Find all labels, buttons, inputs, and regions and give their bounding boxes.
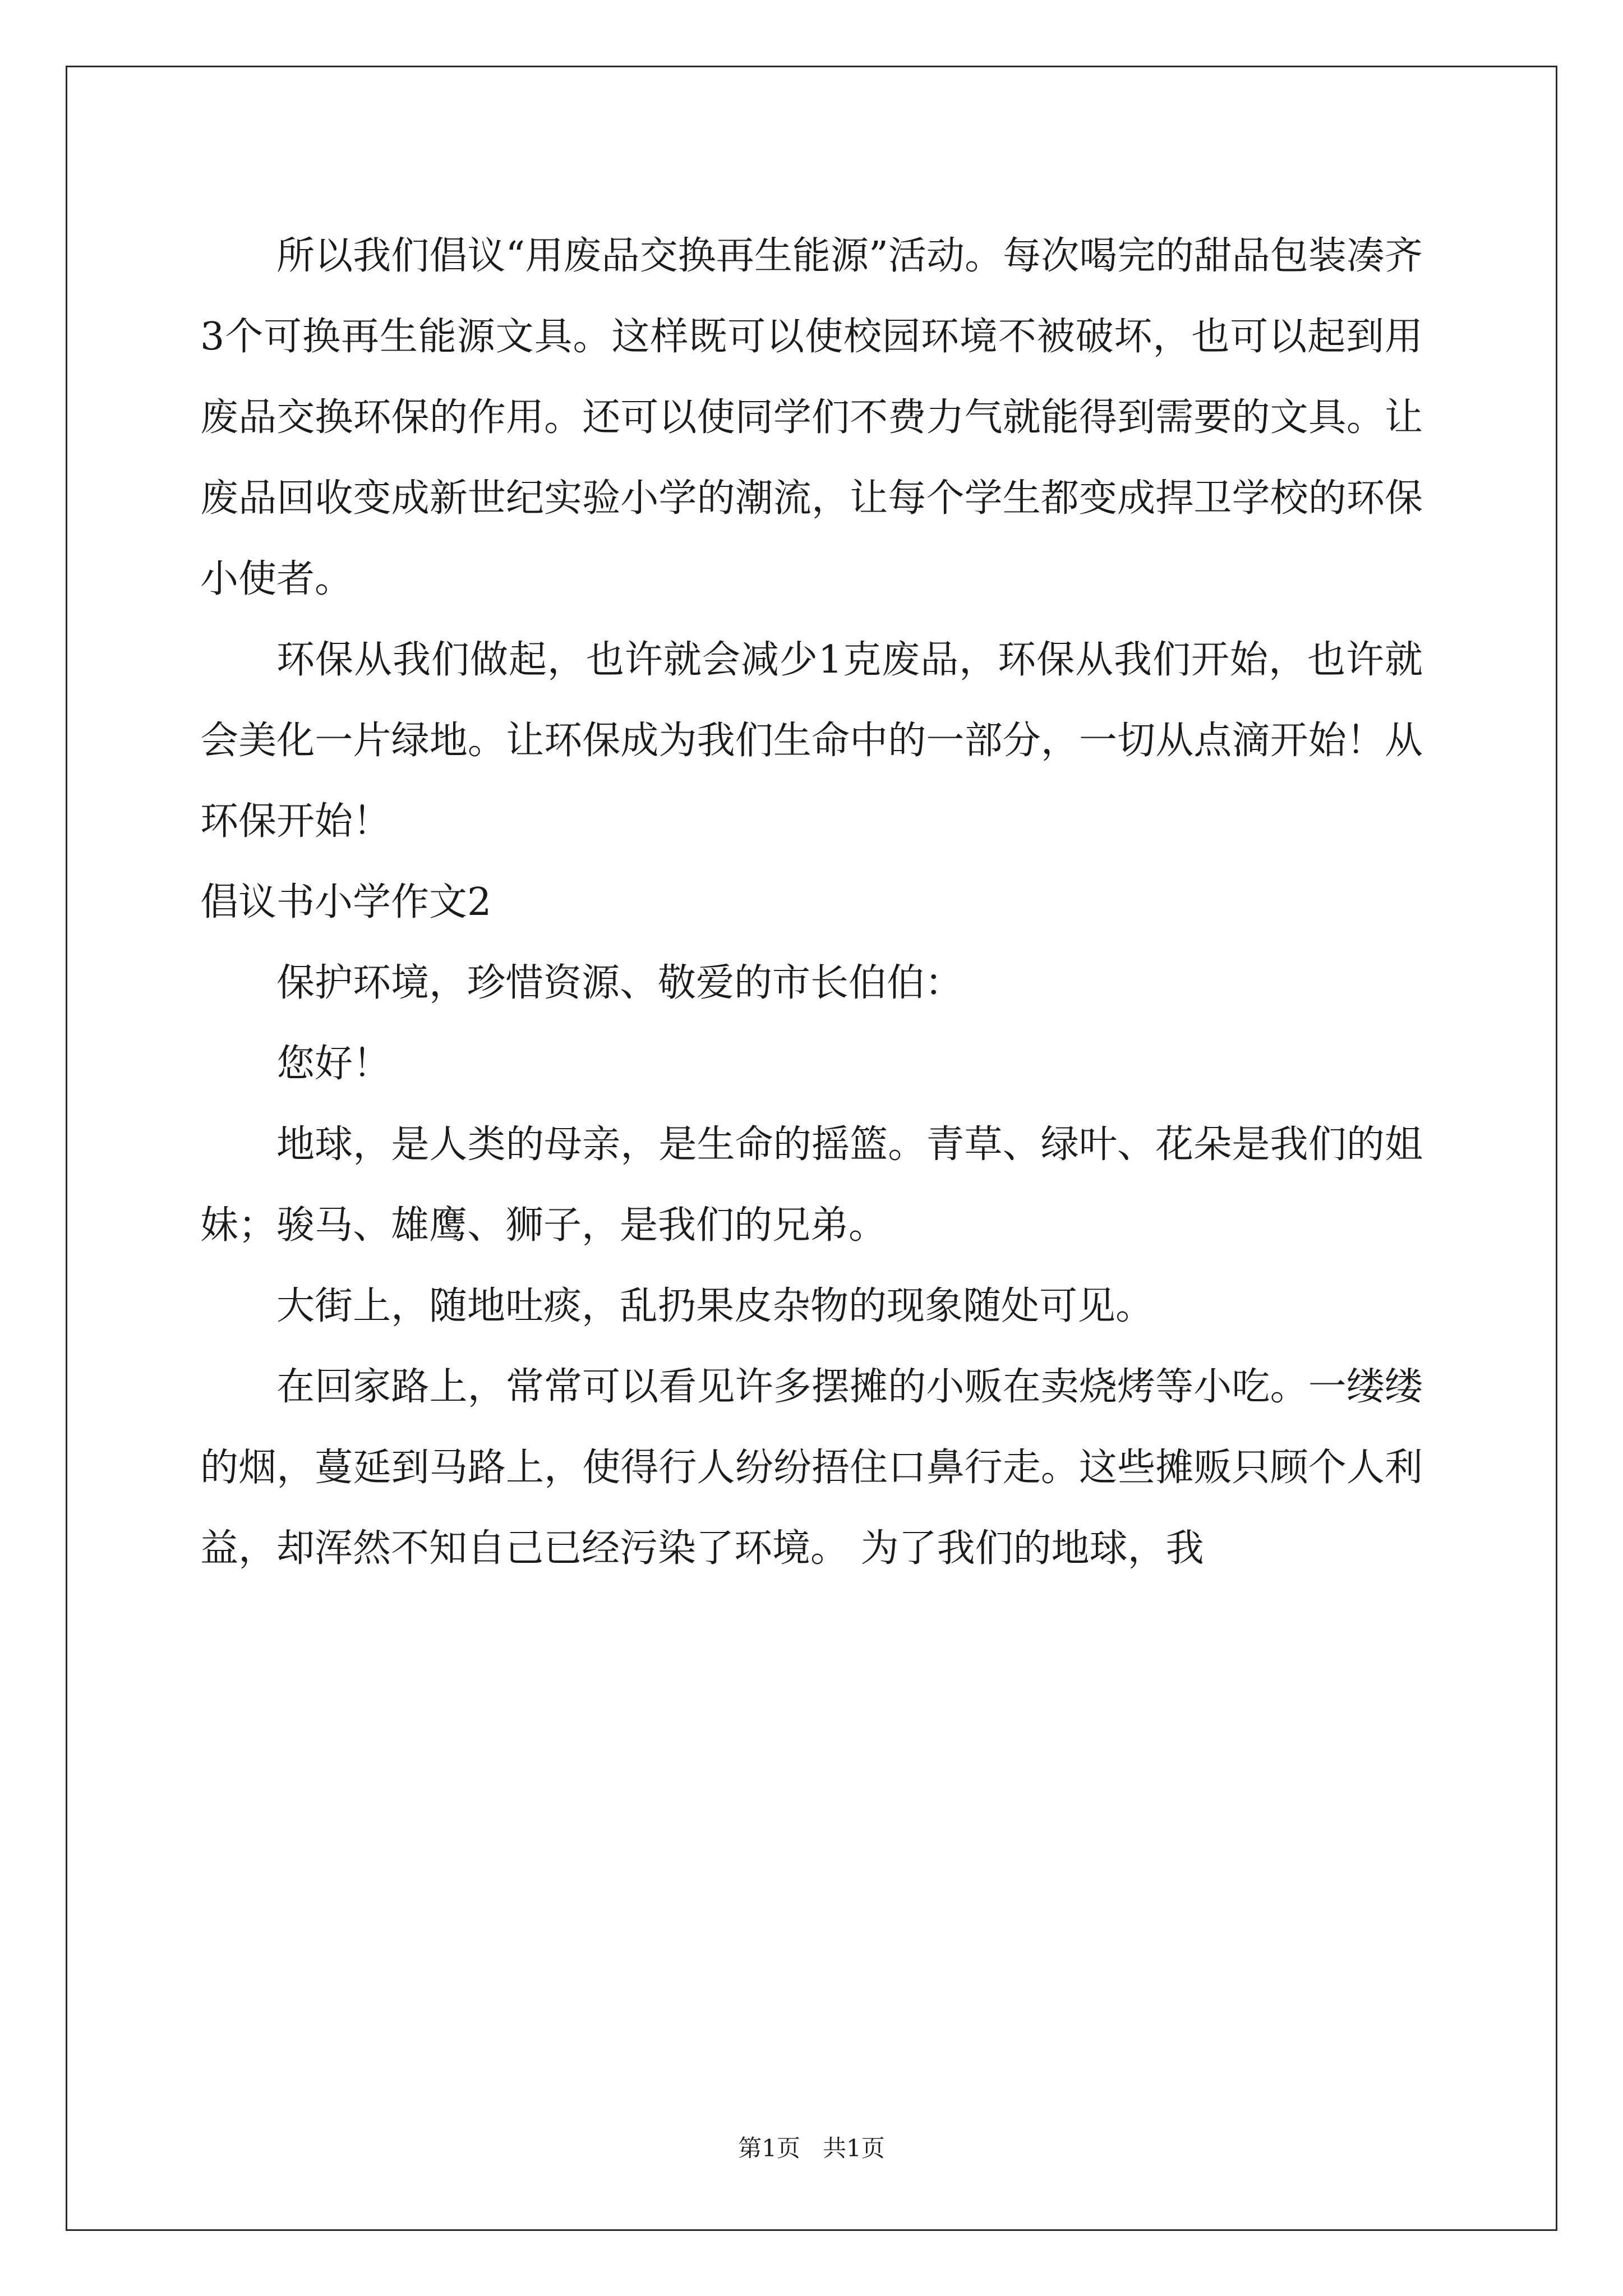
paragraph-greeting: 您好！ [276, 1042, 391, 1086]
paragraph-street: 大街上，随地吐痰，乱扔果皮杂物的现象随处可见。 [276, 1284, 1154, 1328]
paragraph-salutation: 保护环境，珍惜资源、敬爱的市长伯伯： [276, 961, 963, 1005]
page-footer [0, 2132, 1623, 2165]
paragraph-environment: 环保从我们做起，也许就会减少1克废品，环保从我们开始，也许就会美化一片绿地。让环保成为我们生命中的一部分，一切从点滴开始！从环保开始！ [200, 638, 1423, 844]
paragraph-vendors: 在回家路上，常常可以看见许多摆摊的小贩在卖烧烤等小吃。一缕缕的烟，蔓延到马路上，使得行人纷纷捂住口鼻行走。这些摊贩只顾个人利益，却浑然不知自己已经污染了环境。 为了我们的地球，我 [200, 1365, 1423, 1571]
page-number: 第1页 [738, 2134, 800, 2162]
document-body [200, 216, 1423, 1589]
page-total: 共1页 [823, 2134, 885, 2162]
paragraph-earth: 地球，是人类的母亲，是生命的摇篮。青草、绿叶、花朵是我们的姐妹；骏马、雄鹰、狮子，是我们的兄弟。 [200, 1122, 1423, 1248]
essay-heading: 倡议书小学作文2 [200, 880, 492, 924]
paragraph-proposal: 所以我们倡议“用废品交换再生能源”活动。每次喝完的甜品包装凑齐3个可换再生能源文具。这样既可以使校园环境不被破坏，也可以起到用废品交换环保的作用。还可以使同学们不费力气就能得到需要的文具。让废品回收变成新世纪实验小学的潮流，让每个学生都变成捍卫学校的环保小使者。 [200, 234, 1423, 601]
